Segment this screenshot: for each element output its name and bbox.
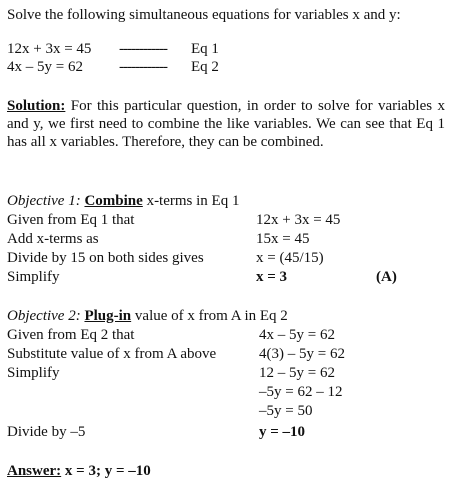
objective-2-step [7, 364, 447, 383]
objective-2-step [7, 402, 447, 421]
step-description: Divide by 15 on both sides gives [7, 250, 204, 266]
objective-1-step [7, 230, 447, 249]
objective-2-keyword: Plug-in [84, 308, 132, 324]
objective-1-keyword: Combine [84, 193, 143, 209]
answer-line [7, 462, 151, 481]
solution-text: For this particular question, in order to solve for variables x and y, we first need to combine the like variables. We can see that Eq 1 has all x variables. Therefore, they can be combined. [7, 98, 445, 150]
objective-2-label: Objective 2: [7, 308, 81, 324]
step-description: Substitute value of x from A above [7, 346, 217, 362]
objective-1-label: Objective 1: [7, 193, 81, 209]
step-expression: y = –10 [259, 424, 306, 440]
objective-1-step [7, 211, 447, 230]
objective-1-rest: x-terms in Eq 1 [142, 193, 240, 209]
step-expression: x = 3 [256, 269, 288, 285]
step-description: Given from Eq 2 that [7, 327, 135, 343]
equation-1-tag: Eq 1 [191, 41, 219, 57]
answer-label: Answer: [7, 463, 62, 479]
result-tag-a: (A) [376, 269, 397, 285]
equation-2-dashes: ------------ [119, 59, 167, 75]
objective-2-heading [7, 307, 288, 326]
step-expression: 4(3) – 5y = 62 [259, 346, 345, 362]
step-expression: 12 – 5y = 62 [259, 365, 335, 381]
objective-2-rest: value of x from A in Eq 2 [131, 308, 288, 324]
step-expression: 4x – 5y = 62 [259, 327, 335, 343]
solution-heading: Solution: [7, 98, 66, 114]
step-description: Add x-terms as [7, 231, 99, 247]
equation-2-tag: Eq 2 [191, 59, 219, 75]
step-expression: 15x = 45 [256, 231, 310, 247]
objective-2-step [7, 326, 447, 345]
step-expression: –5y = 62 – 12 [259, 384, 343, 400]
equation-1-expression: 12x + 3x = 45 [7, 41, 92, 57]
step-description: Simplify [7, 365, 60, 381]
step-expression: 12x + 3x = 45 [256, 212, 341, 228]
equation-2-expression: 4x – 5y = 62 [7, 59, 83, 75]
step-description: Given from Eq 1 that [7, 212, 135, 228]
step-description: Divide by –5 [7, 424, 86, 440]
objective-1-step [7, 268, 447, 287]
equation-1-dashes: ------------ [119, 41, 167, 57]
step-description: Simplify [7, 269, 60, 285]
objective-2-step [7, 383, 447, 402]
solution-paragraph [7, 97, 445, 151]
step-expression: –5y = 50 [259, 403, 313, 419]
problem-prompt: Solve the following simultaneous equations for variables x and y: [7, 7, 401, 23]
objective-1-heading [7, 192, 239, 211]
objective-2-step [7, 423, 447, 442]
answer-text: x = 3; y = –10 [61, 463, 151, 479]
step-expression: x = (45/15) [256, 250, 324, 266]
objective-2-step [7, 345, 447, 364]
objective-1-step [7, 249, 447, 268]
